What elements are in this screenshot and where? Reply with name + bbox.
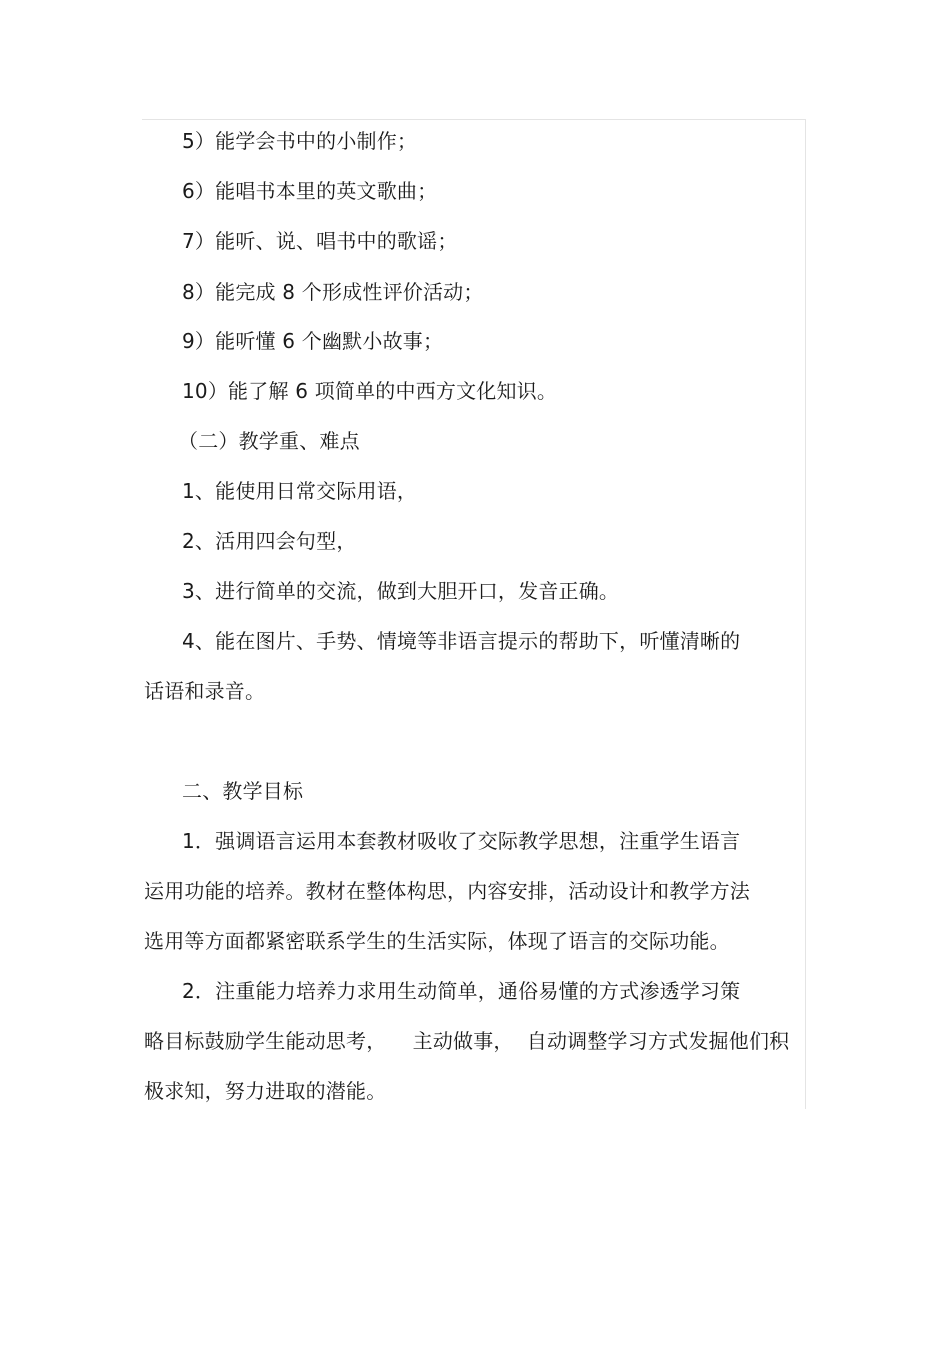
key-point-3: 3、进行简单的交流，做到大胆开口，发音正确。: [182, 579, 620, 603]
list-item-9: 9）能听懂 6 个幽默小故事；: [182, 329, 444, 353]
key-point-2: 2、活用四会句型，: [182, 529, 357, 553]
goal-1-line1: 1．强调语言运用本套教材吸收了交际教学思想，注重学生语言: [182, 829, 741, 853]
goal-2-line2: 略目标鼓励学生能动思考， 主动做事， 自动调整学习方式发掘他们积: [144, 1029, 790, 1053]
list-item-5: 5）能学会书中的小制作；: [182, 129, 418, 153]
page-border: [142, 119, 806, 1109]
list-item-8: 8）能完成 8 个形成性评价活动；: [182, 280, 484, 304]
goal-1-line3: 选用等方面都紧密联系学生的生活实际，体现了语言的交际功能。: [144, 929, 730, 953]
subheading-key-points: （二）教学重、难点: [178, 429, 360, 453]
goal-2-line3: 极求知，努力进取的潜能。: [144, 1079, 387, 1103]
key-point-1: 1、能使用日常交际用语，: [182, 479, 418, 503]
key-point-4-line1: 4、能在图片、手势、情境等非语言提示的帮助下，听懂清晰的: [182, 629, 741, 653]
key-point-4-line2: 话语和录音。: [144, 679, 266, 703]
list-item-6: 6）能唱书本里的英文歌曲；: [182, 179, 438, 203]
list-item-7: 7）能听、说、唱书中的歌谣；: [182, 229, 458, 253]
goal-1-line2: 运用功能的培养。教材在整体构思，内容安排，活动设计和教学方法: [144, 879, 750, 903]
section-heading: 二、教学目标: [182, 779, 304, 803]
goal-2-line1: 2．注重能力培养力求用生动简单，通俗易懂的方式渗透学习策: [182, 979, 741, 1003]
list-item-10: 10）能了解 6 项简单的中西方文化知识。: [182, 379, 558, 403]
